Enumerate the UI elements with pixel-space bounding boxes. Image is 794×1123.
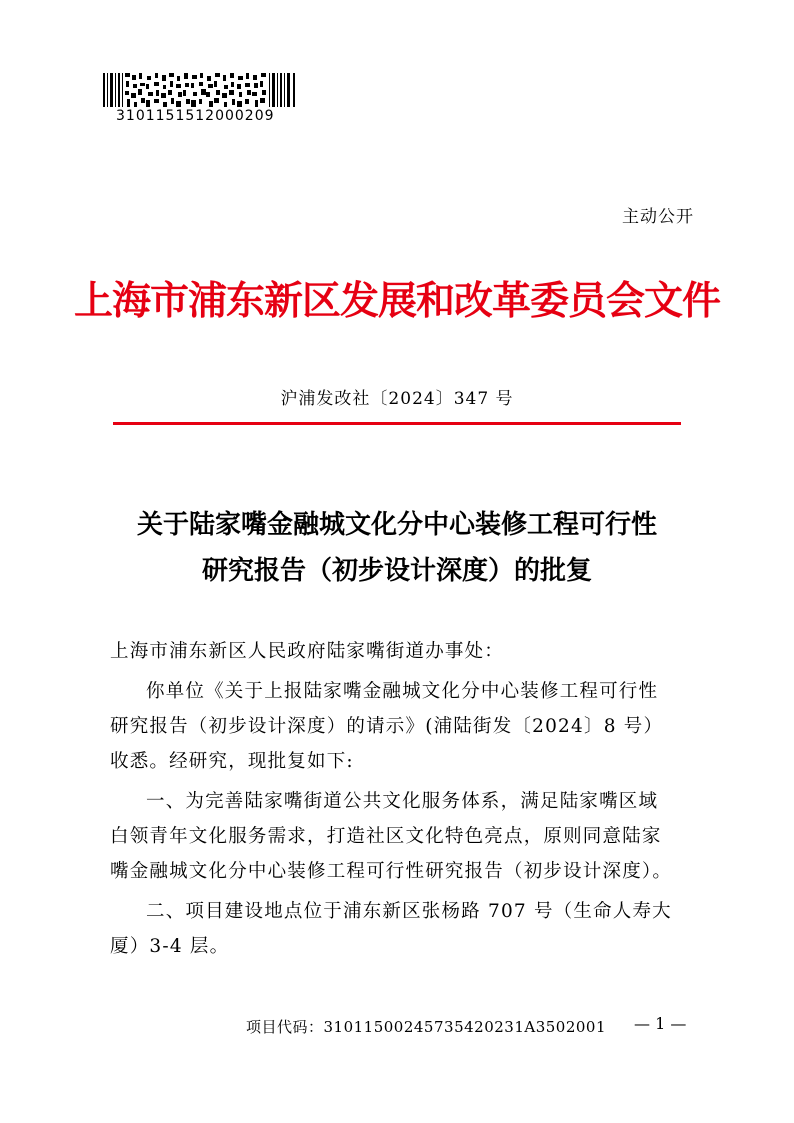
barcode-image xyxy=(103,73,296,107)
paragraph-1-line-3: 收悉。经研究，现批复如下: xyxy=(110,751,354,772)
paragraph-3-line-1: 二、项目建设地点位于浦东新区张杨路 707 号（生命人寿大 xyxy=(146,901,672,922)
project-code: 项目代码：31011500245735420231A3502001 xyxy=(246,1018,607,1036)
document-title-line-1: 关于陆家嘴金融城文化分中心装修工程可行性 xyxy=(136,510,657,540)
barcode-number: 3101151512000209 xyxy=(116,108,275,124)
paragraph-2-line-1: 一、为完善陆家嘴街道公共文化服务体系，满足陆家嘴区域 xyxy=(146,791,659,812)
document-number: 沪浦发改社〔2024〕347 号 xyxy=(280,389,514,409)
issuer-title: 上海市浦东新区发展和改革委员会文件 xyxy=(73,278,720,324)
paragraph-1-line-2: 研究报告（初步设计深度）的请示》(浦陆街发〔2024〕8 号） xyxy=(110,716,664,737)
disclosure-label: 主动公开 xyxy=(622,207,694,227)
paragraph-2-line-2: 白领青年文化服务需求，打造社区文化特色亮点，原则同意陆家 xyxy=(110,826,662,847)
addressee: 上海市浦东新区人民政府陆家嘴街道办事处： xyxy=(110,641,505,662)
paragraph-2-line-3: 嘴金融城文化分中心装修工程可行性研究报告（初步设计深度）。 xyxy=(110,861,673,882)
paragraph-1-line-1: 你单位《关于上报陆家嘴金融城文化分中心装修工程可行性 xyxy=(146,681,659,702)
red-divider xyxy=(113,422,681,425)
page-number: — 1 — xyxy=(634,1014,687,1033)
paragraph-3-line-2: 厦）3-4 层。 xyxy=(110,936,230,957)
document-title-line-2: 研究报告（初步设计深度）的批复 xyxy=(201,556,592,586)
